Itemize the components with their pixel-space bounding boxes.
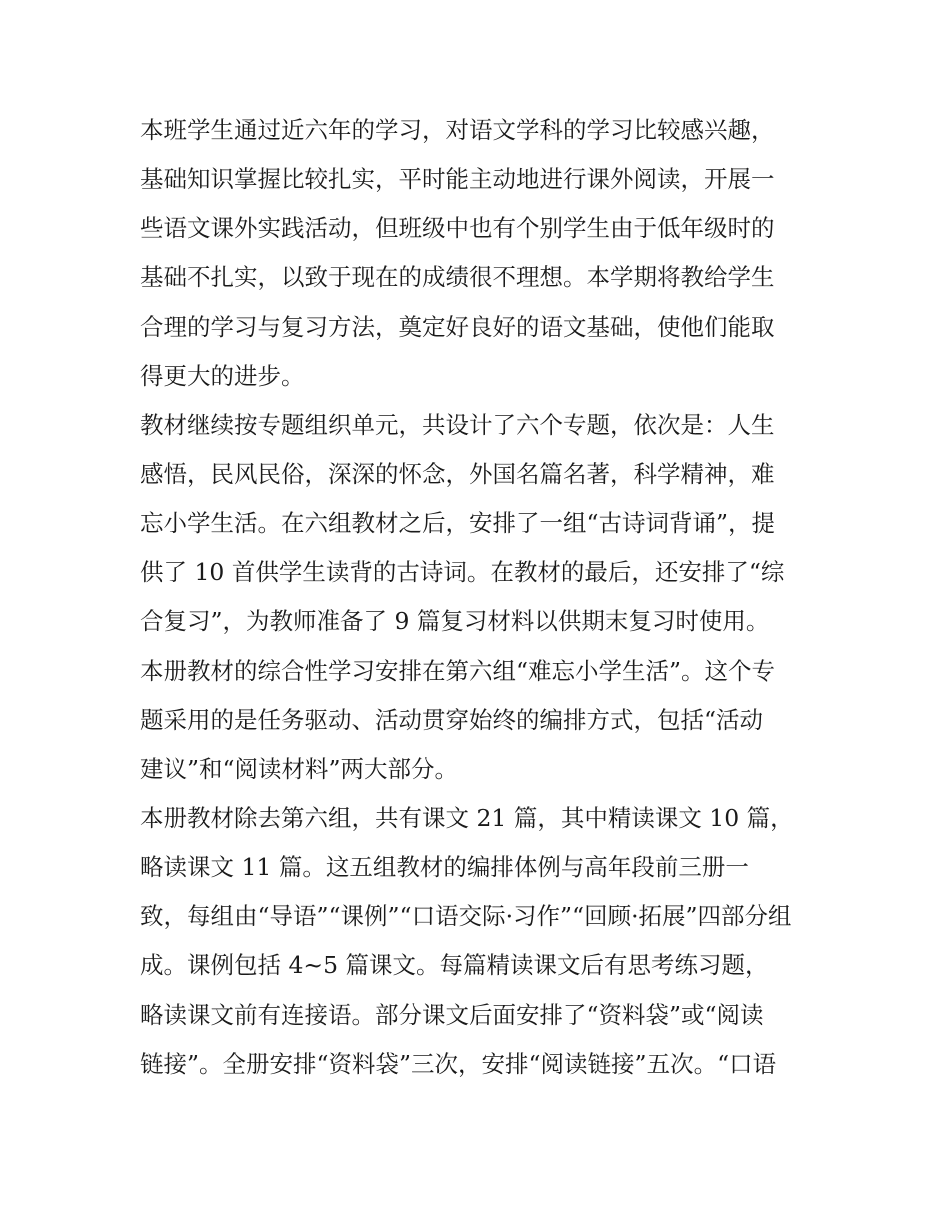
text-line: 合理的学习与复习方法，奠定好良好的语文基础，使他们能取 (140, 312, 775, 341)
text-line: 建议”和“阅读材料”两大部分。 (140, 754, 459, 783)
text-line: 略读课文前有连接语。部分课文后面安排了“资料袋”或“阅读 (140, 1000, 764, 1029)
text-line: 略读课文 11 篇。这五组教材的编排体例与高年段前三册一 (140, 853, 749, 882)
text-line: 成。课例包括 4~5 篇课文。每篇精读课文后有思考练习题， (140, 951, 769, 980)
text-line: 些语文课外实践活动，但班级中也有个别学生由于低年级时的 (140, 214, 775, 243)
text-line: 致，每组由“导语”“课例”“口语交际·习作”“回顾·拓展”四部分组 (140, 902, 792, 931)
text-line: 基础知识掌握比较扎实，平时能主动地进行课外阅读，开展一 (140, 165, 775, 194)
text-line: 感悟，民风民俗，深深的怀念，外国名篇名著，科学精神，难 (140, 459, 775, 488)
text-line: 教材继续按专题组织单元，共设计了六个专题，依次是：人生 (140, 410, 775, 439)
text-line: 本册教材除去第六组，共有课文 21 篇，其中精读课文 10 篇， (140, 803, 794, 832)
text-line: 题采用的是任务驱动、活动贯穿始终的编排方式，包括“活动 (140, 705, 764, 734)
text-line: 供了 10 首供学生读背的古诗词。在教材的最后，还安排了“综 (140, 558, 785, 587)
text-line: 得更大的进步。 (140, 361, 305, 390)
body-text (140, 106, 820, 1089)
text-line: 本册教材的综合性学习安排在第六组“难忘小学生活”。这个专 (140, 656, 776, 685)
text-line: 忘小学生活。在六组教材之后，安排了一组“古诗词背诵”，提 (140, 509, 776, 538)
text-line: 合复习”，为教师准备了 9 篇复习材料以供期末复习时使用。 (140, 607, 770, 636)
text-line: 基础不扎实，以致于现在的成绩很不理想。本学期将教给学生 (140, 263, 775, 292)
text-line: 本班学生通过近六年的学习，对语文学科的学习比较感兴趣， (140, 116, 775, 144)
text-line: 链接”。全册安排“资料袋”三次，安排“阅读链接”五次。“口语 (140, 1049, 777, 1078)
